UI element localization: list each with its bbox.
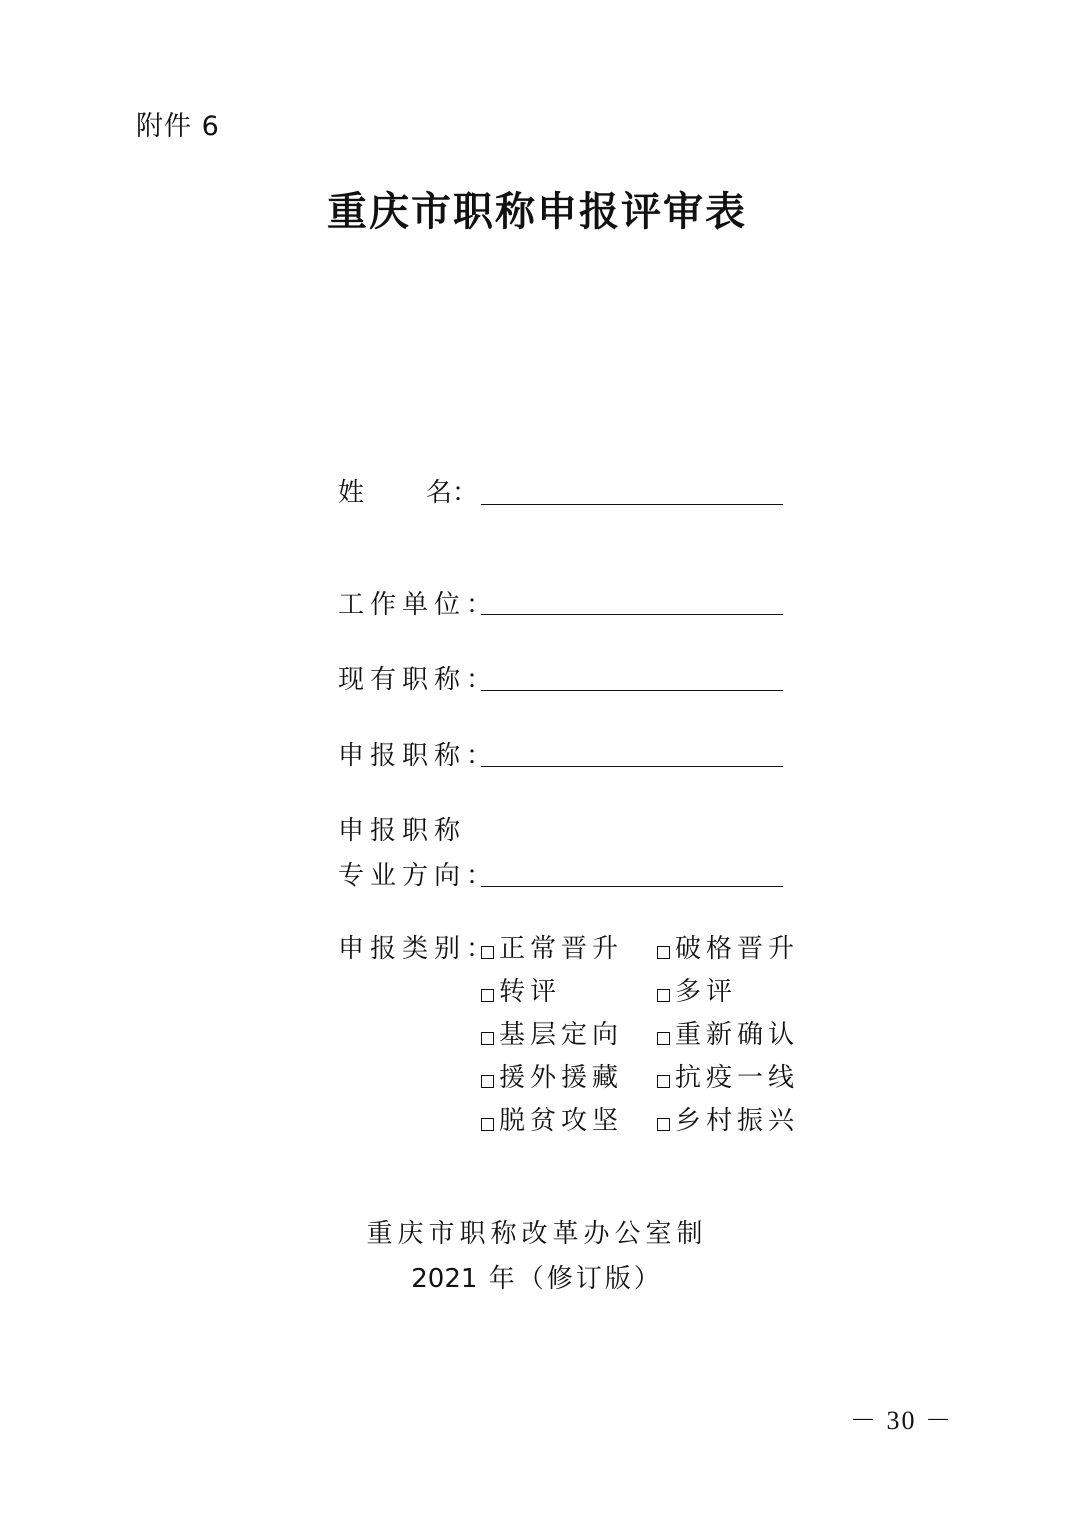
applied-title-label: 申报职称： bbox=[338, 741, 499, 771]
option-anti-epidemic[interactable]: 抗疫一线 bbox=[657, 1061, 807, 1095]
checkbox[interactable] bbox=[657, 946, 670, 959]
option-normal-promotion[interactable]: 正常晋升 bbox=[481, 932, 657, 966]
option-multi-review[interactable]: 多评 bbox=[657, 975, 807, 1009]
work-unit-line[interactable] bbox=[481, 614, 783, 615]
applied-major-line[interactable] bbox=[481, 886, 783, 887]
applied-major-label-line2: 专业方向： bbox=[338, 861, 499, 891]
category-label: 申报类别： bbox=[338, 934, 499, 964]
work-unit-field bbox=[338, 588, 498, 622]
current-title-field bbox=[338, 663, 498, 697]
checkbox[interactable] bbox=[481, 1075, 494, 1088]
category-options bbox=[481, 932, 807, 1138]
checkbox[interactable] bbox=[657, 1032, 670, 1045]
name-field-line[interactable] bbox=[481, 504, 783, 505]
option-rural-revitalization[interactable]: 乡村振兴 bbox=[657, 1104, 807, 1138]
page-number: － 30 － bbox=[850, 1406, 954, 1435]
issuing-organization: 重庆市职称改革办公室制 bbox=[366, 1219, 708, 1249]
option-reconfirm[interactable]: 重新确认 bbox=[657, 1018, 807, 1052]
option-grassroots[interactable]: 基层定向 bbox=[481, 1018, 657, 1052]
option-aid-abroad-tibet[interactable]: 援外援藏 bbox=[481, 1061, 657, 1095]
applied-title-line[interactable] bbox=[481, 766, 783, 767]
option-exceptional-promotion[interactable]: 破格晋升 bbox=[657, 932, 807, 966]
current-title-line[interactable] bbox=[481, 690, 783, 691]
work-unit-label: 工作单位： bbox=[338, 590, 499, 620]
checkbox[interactable] bbox=[481, 989, 494, 1002]
checkbox[interactable] bbox=[657, 1075, 670, 1088]
checkbox[interactable] bbox=[657, 1118, 670, 1131]
checkbox[interactable] bbox=[481, 946, 494, 959]
current-title-label: 现有职称： bbox=[338, 665, 499, 695]
checkbox[interactable] bbox=[481, 1032, 494, 1045]
attachment-label: 附件 6 bbox=[136, 111, 220, 142]
name-field bbox=[338, 476, 478, 510]
version-suffix: 年（修订版） bbox=[488, 1264, 663, 1294]
checkbox[interactable] bbox=[657, 989, 670, 1002]
name-field-label: 姓 名： bbox=[338, 478, 479, 508]
checkbox[interactable] bbox=[481, 1118, 494, 1131]
form-title: 重庆市职称申报评审表 bbox=[327, 189, 747, 235]
option-transfer-review[interactable]: 转评 bbox=[481, 975, 657, 1009]
version-year: 2021 bbox=[411, 1264, 478, 1294]
applied-major-label-line1: 申报职称 bbox=[338, 816, 467, 846]
applied-title-field bbox=[338, 739, 498, 773]
version-line bbox=[0, 1258, 1074, 1295]
option-poverty-alleviation[interactable]: 脱贫攻坚 bbox=[481, 1104, 657, 1138]
